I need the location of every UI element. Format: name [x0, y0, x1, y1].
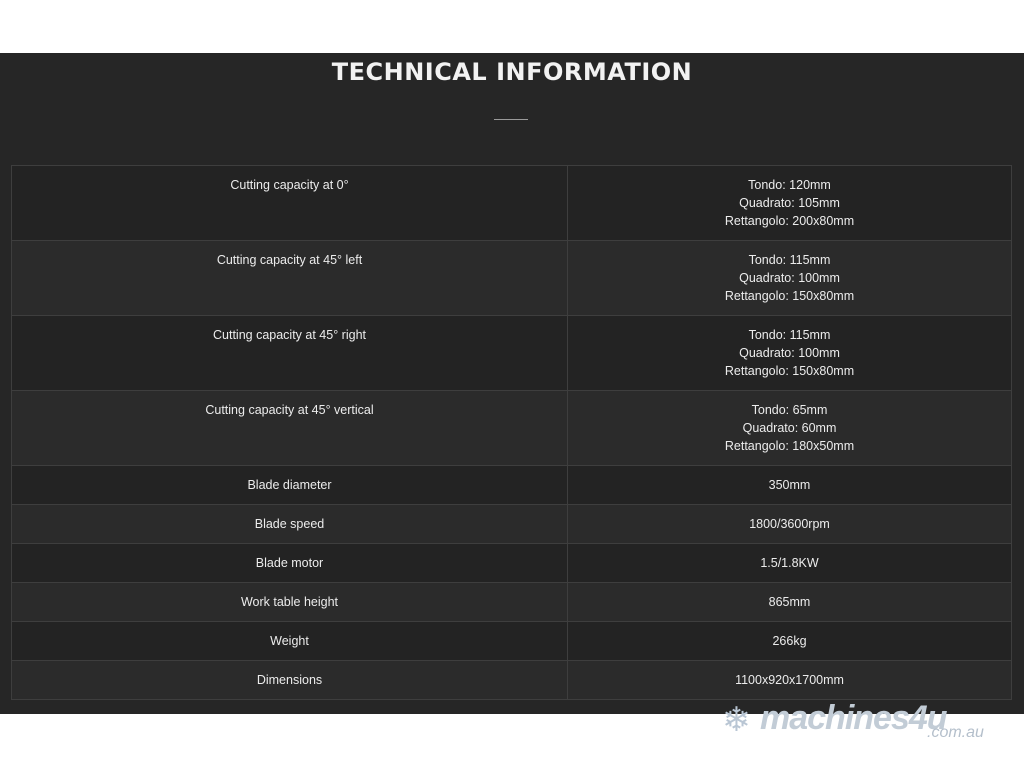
table-row [12, 544, 1012, 583]
spec-label-cell [12, 661, 568, 700]
spec-label-cell [12, 316, 568, 391]
spec-label: Cutting capacity at 45° vertical [205, 403, 374, 417]
spec-value: 1800/3600rpm [749, 517, 830, 531]
table-row [12, 316, 1012, 391]
spec-value: Rettangolo: 180x50mm [724, 439, 855, 453]
spec-value: Rettangolo: 150x80mm [724, 364, 855, 378]
section-title: TECHNICAL INFORMATION [331, 58, 693, 86]
spec-label: Blade speed [254, 517, 325, 531]
title-divider [494, 119, 528, 120]
snowflake-icon: ❄ [722, 701, 751, 739]
spec-value: Quadrato: 105mm [739, 196, 840, 210]
spec-label-cell [12, 505, 568, 544]
spec-value-cell [568, 622, 1012, 661]
spec-value: 865mm [768, 595, 811, 609]
spec-value: Quadrato: 60mm [742, 421, 837, 435]
spec-value: Quadrato: 100mm [739, 271, 840, 285]
table-row [12, 661, 1012, 700]
spec-label: Cutting capacity at 0° [230, 178, 349, 192]
watermark-domain: .com.au [927, 724, 984, 741]
spec-value-cell [568, 316, 1012, 391]
spec-label-cell [12, 166, 568, 241]
spec-value-cell [568, 505, 1012, 544]
spec-value-cell [568, 583, 1012, 622]
spec-label-cell [12, 544, 568, 583]
table-row [12, 241, 1012, 316]
spec-label: Weight [270, 634, 309, 648]
spec-label: Blade motor [255, 556, 324, 570]
table-row [12, 505, 1012, 544]
spec-value: Tondo: 65mm [751, 403, 828, 417]
spec-value: Rettangolo: 200x80mm [724, 214, 855, 228]
spec-label-cell [12, 241, 568, 316]
table-row [12, 583, 1012, 622]
watermark [722, 700, 1002, 750]
table-row [12, 466, 1012, 505]
spec-value: Tondo: 120mm [748, 178, 831, 192]
spec-value-cell [568, 544, 1012, 583]
spec-value-cell [568, 241, 1012, 316]
spec-label-cell [12, 622, 568, 661]
spec-value-cell [568, 166, 1012, 241]
table-row [12, 166, 1012, 241]
spec-label: Work table height [240, 595, 339, 609]
spec-value-cell [568, 661, 1012, 700]
watermark-brand: machines4u [760, 699, 947, 737]
spec-value-cell [568, 466, 1012, 505]
spec-label-cell [12, 391, 568, 466]
spec-value: 1100x920x1700mm [735, 673, 844, 687]
spec-label-cell [12, 583, 568, 622]
spec-label: Dimensions [256, 673, 323, 687]
table-row [12, 391, 1012, 466]
spec-label: Cutting capacity at 45° left [216, 253, 363, 267]
spec-label: Blade diameter [247, 478, 332, 492]
spec-value-cell [568, 391, 1012, 466]
table-row [12, 622, 1012, 661]
spec-value: Tondo: 115mm [748, 253, 831, 267]
spec-value: 350mm [768, 478, 811, 492]
spec-value: 1.5/1.8KW [760, 556, 819, 570]
specs-table [11, 165, 1012, 700]
spec-value: Tondo: 115mm [748, 328, 831, 342]
spec-label-cell [12, 466, 568, 505]
spec-label: Cutting capacity at 45° right [213, 328, 366, 342]
spec-value: 266kg [772, 634, 807, 648]
spec-value: Rettangolo: 150x80mm [724, 289, 855, 303]
spec-value: Quadrato: 100mm [739, 346, 840, 360]
